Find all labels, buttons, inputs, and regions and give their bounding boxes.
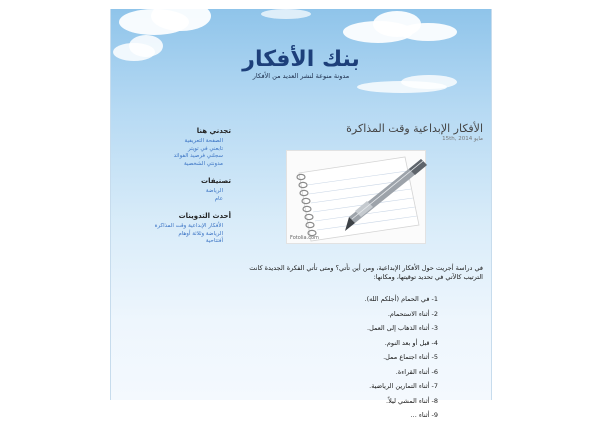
recent-post-link[interactable]: الرياضة وثلاثة أوهام [178, 230, 223, 237]
post-list [246, 292, 438, 423]
recent-post-link[interactable]: أفتتاحية [205, 238, 223, 244]
list-item: 6- أثناء القراءة. [395, 367, 438, 376]
list-item: 8- أثناء المشي ليلاً. [386, 396, 438, 405]
widget-title: تصنيفات [201, 177, 231, 185]
cloud-decoration [261, 9, 311, 19]
cloud-decoration [151, 1, 211, 31]
post-intro: في دراسة أجريت حول الأفكار الإبداعية، ومن أين تأتي؟ ومتى تأتي الفكرة الجديدة كانت الترتيب كالآتي في تحديد توقيتها، ومكانها: [249, 264, 483, 281]
post-date: مايو 15th, 2014 [442, 136, 483, 142]
link-subscribe[interactable]: سجلني فرصيد الفوائد [173, 153, 223, 159]
category-link-general[interactable]: عام [214, 195, 223, 202]
widget-find-me [119, 127, 231, 168]
post [246, 122, 483, 419]
list-item: 7- أثناء التمارين الرياضية. [369, 382, 438, 390]
recent-post-link[interactable]: الأفكار الإبداعية وقت المذاكرة [154, 223, 223, 229]
list-item: 1- في الحمام (أجلكم الله). [364, 295, 438, 303]
widget-recent-posts [119, 212, 231, 246]
widget-title: أحدث التدوينات [178, 212, 231, 220]
list-item: 4- قبل أو بعد النوم. [384, 338, 438, 347]
post-image [286, 150, 426, 244]
image-watermark: Fotolia.com [290, 235, 319, 241]
site-title[interactable]: بنك الأفكار [242, 47, 360, 72]
cloud-decoration [399, 23, 457, 41]
link-personal-blog[interactable]: مدونتي الشخصية [183, 160, 223, 167]
sidebar [119, 127, 231, 255]
link-twitter[interactable]: تابعني في تويتر [188, 145, 223, 152]
site-tagline: مدونة منوعة لنشر العديد من الأفكار [252, 72, 350, 80]
link-about-page[interactable]: الصفحة التعريفية [184, 138, 223, 144]
notebook-pen-illustration [287, 151, 425, 243]
list-item: 3- أثناء الذهاب إلى العمل. [367, 324, 438, 332]
page-background [110, 9, 492, 419]
category-link-sports[interactable]: الرياضة [205, 188, 223, 194]
list-item: 9- أثناء ... [410, 411, 438, 419]
widget-title: تجدني هنا [196, 127, 231, 135]
post-title[interactable]: الأفكار الإبداعية وقت المذاكرة [346, 122, 483, 135]
list-item: 5- أثناء اجتماع ممل. [383, 353, 438, 361]
widget-categories [119, 177, 231, 203]
list-item: 2- أثناء الاستحمام. [387, 309, 438, 318]
